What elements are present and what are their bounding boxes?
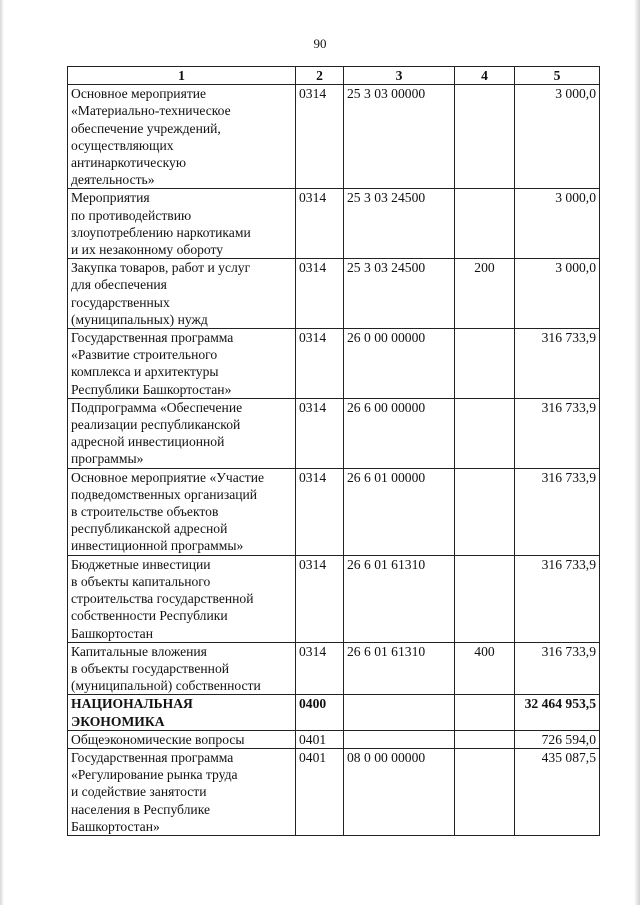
row-expense-type: 400	[455, 642, 515, 695]
row-name-line: Башкортостан	[71, 625, 153, 641]
row-name	[68, 329, 296, 399]
row-amount: 316 733,9	[515, 555, 600, 642]
row-name	[68, 398, 296, 468]
row-name	[68, 642, 296, 695]
row-name	[68, 695, 296, 730]
table-row	[68, 555, 600, 642]
row-name-line: «Материально-техническое	[71, 103, 231, 119]
table-row	[68, 189, 600, 259]
row-name-line: Основное мероприятие «Участие	[71, 469, 265, 485]
table-row	[68, 748, 600, 835]
row-name-line: Подпрограмма «Обеспечение	[71, 399, 243, 415]
row-name	[68, 468, 296, 555]
row-amount: 316 733,9	[515, 398, 600, 468]
row-name-line: НАЦИОНАЛЬНАЯ	[71, 696, 193, 712]
row-name	[68, 85, 296, 189]
row-name-line: собственности Республики	[71, 608, 228, 624]
row-name-line: Основное мероприятие	[71, 86, 207, 102]
table-row	[68, 329, 600, 399]
row-name-line: Бюджетные инвестиции	[71, 556, 211, 572]
row-expense-type	[455, 555, 515, 642]
row-section-code: 0400	[296, 695, 344, 730]
row-name-line: (муниципальной) собственности	[71, 678, 261, 694]
row-amount: 3 000,0	[515, 85, 600, 189]
row-section-code: 0314	[296, 329, 344, 399]
row-name-line: деятельность»	[71, 172, 155, 188]
row-name-line: Государственная программа	[71, 330, 234, 346]
row-target-article: 26 6 01 61310	[344, 642, 455, 695]
row-amount: 316 733,9	[515, 642, 600, 695]
row-target-article	[344, 695, 455, 730]
row-name-line: «Регулирование рынка труда	[71, 767, 238, 783]
header-col-3: 3	[344, 67, 455, 85]
row-name-line: адресной инвестиционной	[71, 434, 225, 450]
row-target-article: 26 6 01 00000	[344, 468, 455, 555]
row-name-line: для обеспечения	[71, 277, 167, 293]
row-target-article: 25 3 03 24500	[344, 189, 455, 259]
row-name-line: в строительстве объектов	[71, 504, 219, 520]
row-section-code: 0401	[296, 730, 344, 748]
row-name-line: Мероприятия	[71, 190, 150, 206]
row-name-line: и содействие занятости	[71, 784, 207, 800]
row-name-line: по противодействию	[71, 207, 192, 223]
budget-table-body	[68, 67, 600, 836]
table-row	[68, 695, 600, 730]
row-expense-type: 200	[455, 259, 515, 329]
table-row	[68, 259, 600, 329]
row-expense-type	[455, 398, 515, 468]
table-row	[68, 468, 600, 555]
row-name	[68, 259, 296, 329]
row-name-line: подведомственных организаций	[71, 486, 258, 502]
row-name-line: программы»	[71, 451, 144, 467]
row-name-line: республиканской адресной	[71, 521, 228, 537]
row-expense-type	[455, 85, 515, 189]
row-section-code: 0314	[296, 259, 344, 329]
row-expense-type	[455, 329, 515, 399]
row-name-line: Закупка товаров, работ и услуг	[71, 260, 251, 276]
row-amount: 3 000,0	[515, 189, 600, 259]
row-target-article: 26 6 01 61310	[344, 555, 455, 642]
row-name	[68, 189, 296, 259]
row-name-line: Башкортостан»	[71, 818, 160, 834]
row-name-line: ЭКОНОМИКА	[71, 713, 165, 729]
row-target-article	[344, 730, 455, 748]
row-section-code: 0314	[296, 468, 344, 555]
row-section-code: 0314	[296, 555, 344, 642]
table-row	[68, 642, 600, 695]
row-name-line: обеспечение учреждений,	[71, 120, 221, 136]
row-name-line: в объекты капитального	[71, 573, 211, 589]
row-name-line: «Развитие строительного	[71, 347, 218, 363]
row-target-article: 26 0 00 00000	[344, 329, 455, 399]
row-expense-type	[455, 730, 515, 748]
row-target-article: 25 3 03 00000	[344, 85, 455, 189]
row-name-line: (муниципальных) нужд	[71, 311, 208, 327]
page-number: 90	[313, 36, 327, 51]
row-target-article: 08 0 00 00000	[344, 748, 455, 835]
row-section-code: 0314	[296, 189, 344, 259]
row-section-code: 0401	[296, 748, 344, 835]
header-col-1: 1	[68, 67, 296, 85]
row-name-line: реализации республиканской	[71, 417, 241, 433]
row-name	[68, 730, 296, 748]
row-amount: 316 733,9	[515, 468, 600, 555]
row-section-code: 0314	[296, 85, 344, 189]
row-name-line: Республики Башкортостан»	[71, 381, 232, 397]
row-amount: 435 087,5	[515, 748, 600, 835]
row-name-line: антинаркотическую	[71, 155, 186, 171]
row-amount: 726 594,0	[515, 730, 600, 748]
header-col-2: 2	[296, 67, 344, 85]
table-row	[68, 398, 600, 468]
row-name-line: в объекты государственной	[71, 660, 230, 676]
row-section-code: 0314	[296, 642, 344, 695]
row-amount: 3 000,0	[515, 259, 600, 329]
row-name-line: комплекса и архитектуры	[71, 364, 219, 380]
header-col-5: 5	[515, 67, 600, 85]
row-target-article: 25 3 03 24500	[344, 259, 455, 329]
row-name	[68, 748, 296, 835]
row-name-line: инвестиционной программы»	[71, 538, 244, 554]
row-name-line: населения в Республике	[71, 801, 210, 817]
row-section-code: 0314	[296, 398, 344, 468]
row-target-article: 26 6 00 00000	[344, 398, 455, 468]
row-amount: 316 733,9	[515, 329, 600, 399]
row-expense-type	[455, 189, 515, 259]
row-amount: 32 464 953,5	[515, 695, 600, 730]
table-row	[68, 730, 600, 748]
budget-table	[67, 66, 600, 836]
row-name-line: Капитальные вложения	[71, 643, 207, 659]
row-expense-type	[455, 748, 515, 835]
table-header-row	[68, 67, 600, 85]
row-name-line: государственных	[71, 294, 170, 310]
row-expense-type	[455, 468, 515, 555]
row-name	[68, 555, 296, 642]
row-expense-type	[455, 695, 515, 730]
row-name-line: Государственная программа	[71, 749, 234, 765]
row-name-line: и их незаконному обороту	[71, 242, 224, 258]
header-col-4: 4	[455, 67, 515, 85]
row-name-line: злоупотреблению наркотиками	[71, 224, 251, 240]
row-name-line: Общеэкономические вопросы	[71, 731, 245, 747]
row-name-line: осуществляющих	[71, 137, 174, 153]
table-row	[68, 85, 600, 189]
scan-edge-right	[634, 0, 640, 905]
row-name-line: строительства государственной	[71, 591, 254, 607]
scan-edge-left	[0, 0, 4, 905]
